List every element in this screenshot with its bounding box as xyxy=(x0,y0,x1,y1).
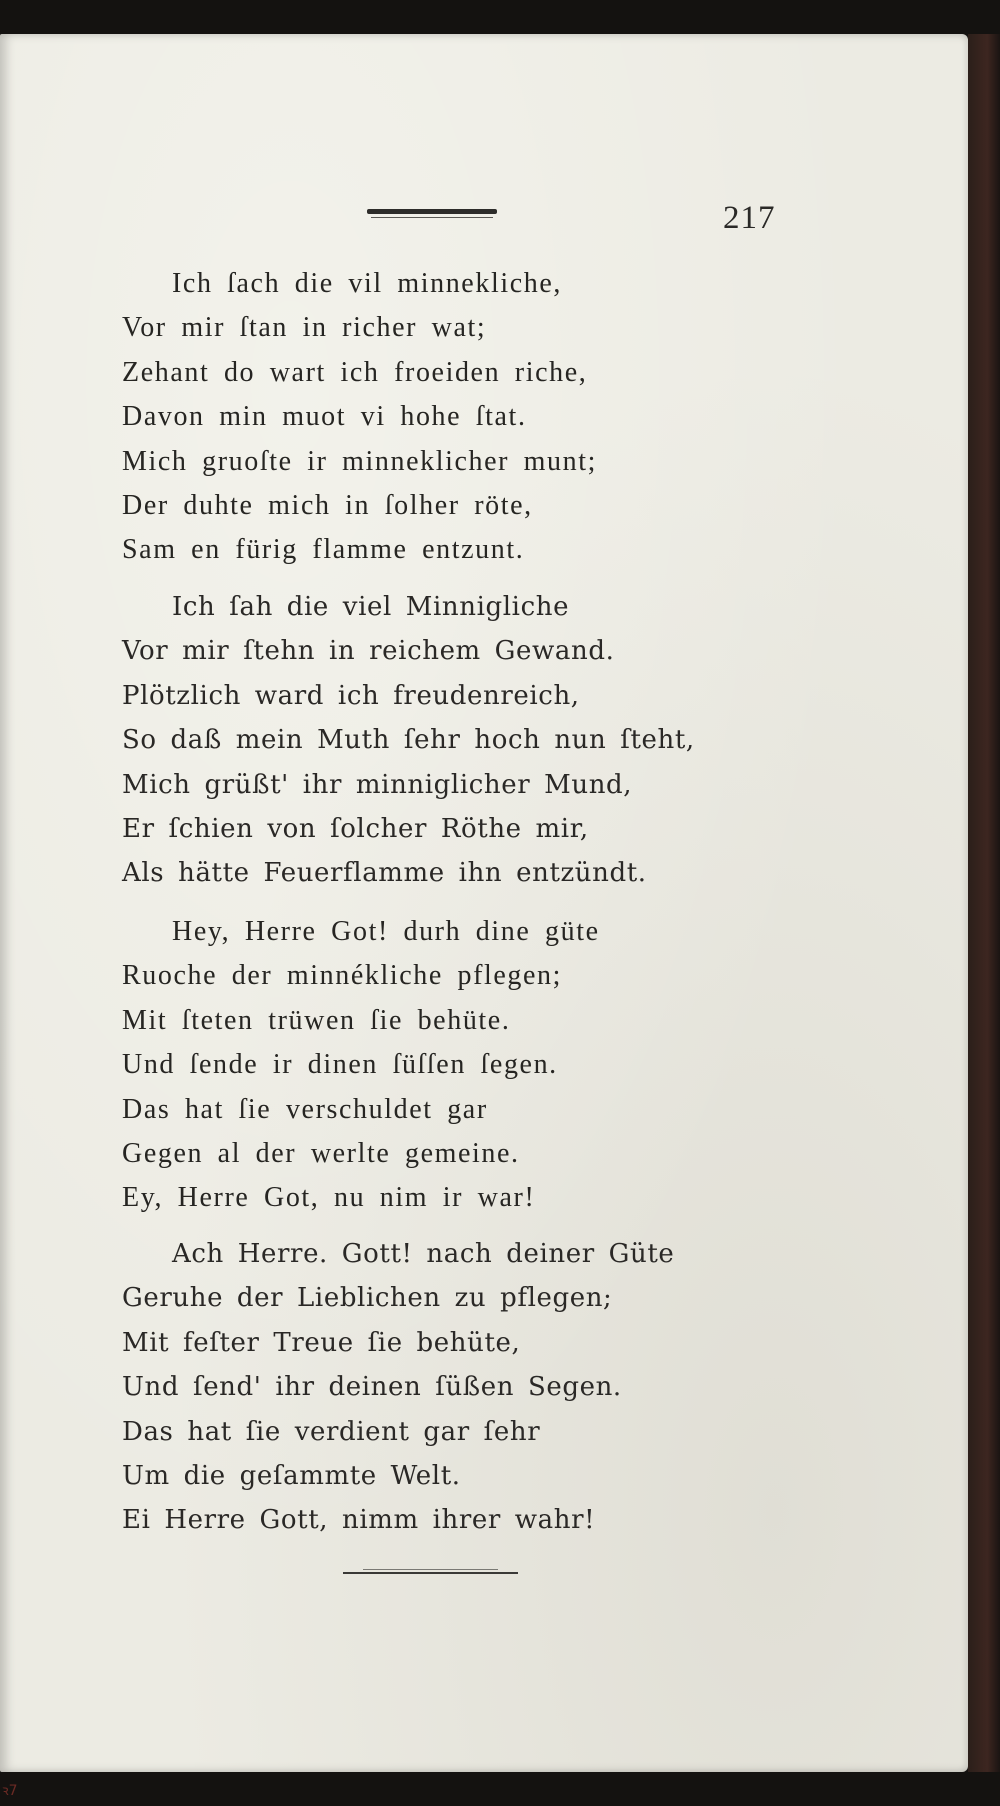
poem-line: Und ſende ir dinen ſüſſen ſegen. xyxy=(122,1049,558,1081)
poem-line: Geruhe der Lieblichen zu pflegen; xyxy=(122,1283,613,1314)
stanza-4-translation xyxy=(122,1232,862,1543)
poem-line: Plötzlich ward ich freudenreich, xyxy=(122,680,580,711)
footer-rule xyxy=(343,1572,518,1574)
poem-line: Gegen al der werlte gemeine. xyxy=(122,1137,520,1169)
poem-line: Ruoche der minnékliche pflegen; xyxy=(122,960,563,992)
poem-line: Mich grüßt' ihr minniglicher Mund, xyxy=(122,769,633,800)
poem-line: Das hat ſie verdient gar ſehr xyxy=(122,1416,541,1447)
poem-line: Vor mir ſtan in richer wat; xyxy=(122,312,487,344)
poem-line: Sam en fürig flamme entzunt. xyxy=(122,534,525,566)
book-edge xyxy=(968,34,1000,1772)
poem-line: Mit ſteten trüwen ſie behüte. xyxy=(122,1004,511,1036)
poem-line: Er ſchien von ſolcher Röthe mir, xyxy=(122,813,589,844)
poem-line: Als hätte Feuerflamme ihn entzündt. xyxy=(122,858,647,889)
poem-line: Hey, Herre Got! durh dine güte xyxy=(172,916,600,947)
page-number: 217 xyxy=(723,200,776,236)
poem-line: Mit feſter Treue ſie behüte, xyxy=(122,1327,521,1358)
poem-line: Ach Herre. Gott! nach deiner Güte xyxy=(172,1239,675,1269)
poem-line: Zehant do wart ich froeiden riche, xyxy=(122,356,588,388)
poem-line: Ey, Herre Got, nu nim ir war! xyxy=(122,1182,536,1214)
stanza-1-middle-high-german xyxy=(122,262,862,573)
bottom-mark: ꝛ7 xyxy=(2,1783,18,1799)
poem-line: Ich ſah die viel Minnigliche xyxy=(172,592,570,622)
poem-line: Ich ſach die vil minnekliche, xyxy=(172,268,562,299)
poem-line: Und ſend' ihr deinen ſüßen Segen. xyxy=(122,1372,622,1403)
poem-line: Mich gruoſte ir minneklicher munt; xyxy=(122,445,597,477)
poem-line: Davon min muot vi hohe ſtat. xyxy=(122,401,527,433)
poem-line: Der duhte mich in ſolher röte, xyxy=(122,489,533,521)
header-rule xyxy=(367,209,497,214)
poem-line: Vor mir ſtehn in reichem Gewand. xyxy=(122,636,615,667)
poem-line: Das hat ſie verschuldet gar xyxy=(122,1093,488,1125)
poem-line: Ei Herre Gott, nimm ihrer wahr! xyxy=(122,1505,596,1536)
poem-line: So daß mein Muth ſehr hoch nun ſteht, xyxy=(122,725,695,756)
stanza-3-middle-high-german xyxy=(122,910,862,1221)
stanza-2-translation xyxy=(122,585,862,896)
poem-line: Um die geſammte Welt. xyxy=(122,1460,461,1491)
